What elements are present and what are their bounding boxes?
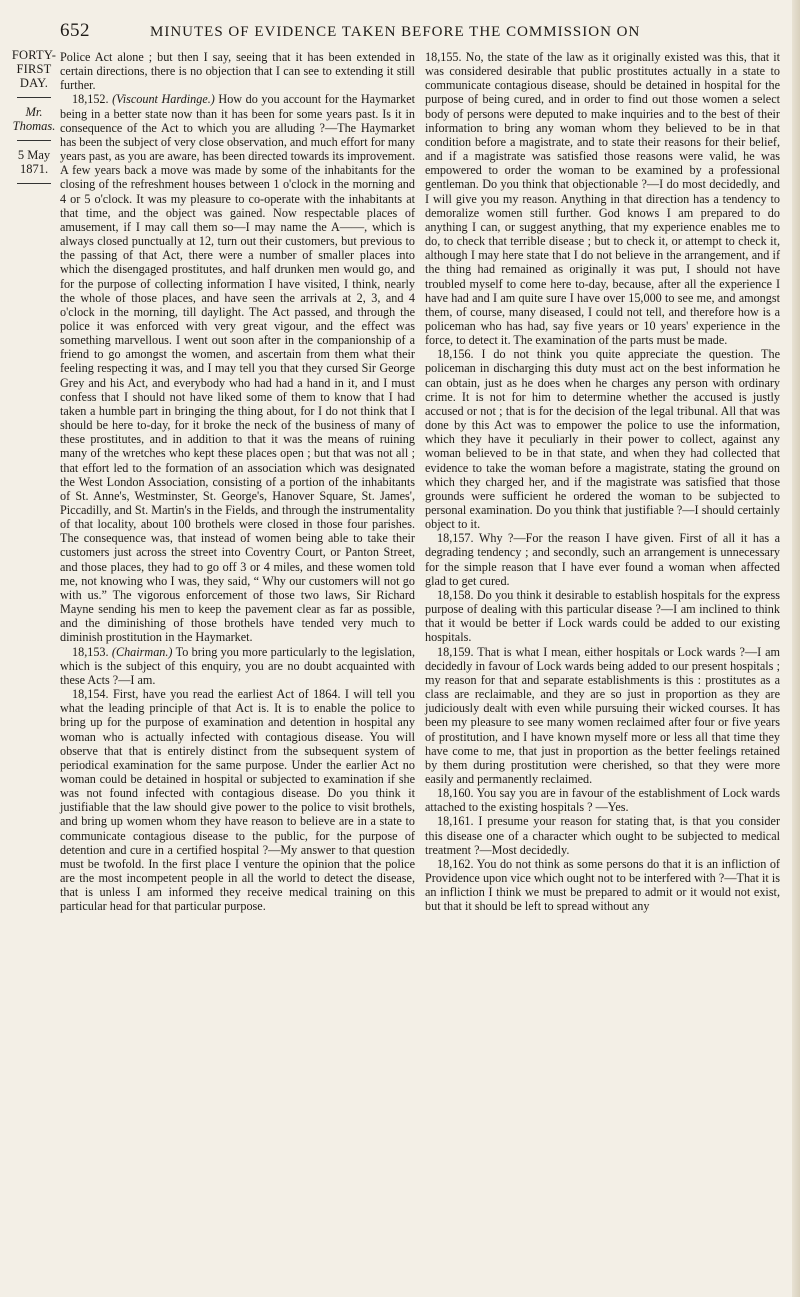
paragraph-text: Why ?—For the reason I have given. First of all it has a degrading tendency ; and secondly, such an arrangement is unnecessary for the simple reason that I have ever found a woman when affected glad to get cured.	[425, 531, 781, 588]
question-number: 18,161.	[437, 814, 474, 829]
testimony-paragraph	[425, 645, 780, 787]
page-number: 652	[60, 20, 90, 41]
question-number: 18,155.	[425, 50, 462, 64]
testimony-paragraph	[425, 50, 780, 347]
paragraph-text: Police Act alone ; but then I say, seeing that it has been extended in certain directions, there is no objection that I can see to extending it still further.	[60, 50, 415, 93]
testimony-paragraph	[425, 786, 780, 814]
paragraph-text: You do not think as some persons do that it is an infliction of Providence upon vice which ought not to be interfered with ?—That it is an infliction I think we must be prepared to admit or it would not exist, but that it should be left to spread without any	[425, 856, 780, 914]
testimony-paragraph	[60, 50, 415, 92]
margin-witness: Mr. Thomas.	[12, 105, 56, 133]
margin-rule	[17, 183, 51, 184]
right-column	[425, 50, 780, 914]
question-number: 18,154.	[72, 687, 109, 702]
speaker-label: (Viscount Hardinge.)	[112, 92, 215, 107]
page-header	[60, 20, 790, 42]
left-column	[60, 50, 415, 914]
paragraph-text: Do you think it desirable to establish hospitals for the express purpose of dealing with this particular disease ?—I am inclined to think that it would be better if Lock wards could be added to our existing hospitals.	[425, 587, 781, 645]
testimony-paragraph	[425, 531, 780, 588]
paragraph-text: I do not think you quite appreciate the question. The policeman in discharging this duty must act on the best information he can obtain, just as he does when he charges any person with ordinary crime. It is not for him to determine whether the accused is justly accused or not ; that is for the decision of the legal tribunal. All that was done by this Act was to empower the police to use the information, which they have it peculiarly in their power to collect, against any woman believed to be in that state, and when they had collected that evidence to take the woman before a magistrate, stating the ground on which they charged her, and if the magistrate was satisfied that those grounds were sufficient he ordered the woman to be subjected to personal examination. Do you think that justifiable ?—I should certainly object to it.	[425, 347, 780, 532]
testimony-paragraph	[60, 687, 415, 914]
question-number: 18,160.	[437, 786, 474, 801]
question-number: 18,152.	[72, 92, 109, 107]
margin-rule	[17, 97, 51, 98]
paragraph-text: You say you are in favour of the establishment of Lock wards attached to the existing hospitals ? —Yes.	[425, 786, 780, 815]
question-number: 18,157.	[437, 531, 474, 546]
testimony-paragraph	[425, 347, 780, 531]
testimony-paragraph	[60, 645, 415, 687]
margin-day: FORTY-FIRST DAY.	[11, 48, 57, 90]
question-number: 18,153.	[72, 644, 109, 659]
margin-note	[6, 48, 62, 191]
testimony-paragraph	[425, 588, 780, 645]
testimony-paragraph	[60, 92, 415, 644]
paragraph-text: I presume your reason for stating that, is that you consider this disease one of a character which ought to be subjected to medical treatment ?—Most decidedly.	[425, 814, 780, 857]
paragraph-text: That is what I mean, either hospitals or Lock wards ?—I am decidedly in favour of Lock wards being added to our present hospitals ; my reason for that and separate establishments is this : prostitutes as a class are reclaimable, and they are so just in proportion as they are judiciously dealt with even while pursuing their wicked courses. It has been my pleasure to see many women reclaimed after four or five years of prostitution, and I have known myself more or less all that time they have come to me, that just in proportion as the better feelings retained by them during prostitution were cherished, so that they were more easily and permanently reclaimed.	[425, 644, 780, 786]
speaker-label: (Chairman.)	[111, 644, 173, 659]
page-edge-shadow	[792, 0, 800, 1297]
question-number: 18,156.	[437, 347, 474, 362]
paragraph-text: No, the state of the law as it originally existed was this, that it was considered desirable that public prostitutes actually in a state to communicate contagious disease, should be detained in hospital for the purpose of being cured, and in order to find out those women a select body of persons were deputed to make inquiries and to the best of their information to bring any woman whom they believed to be in that condition before a magistrate, and to state their reasons for their belief, and if a magistrate was satisfied those reasons were valid, he was empowered to order the woman to be examined by a professional gentleman. Do you think that objectionable ?—I do most decidedly, and I will give you my reason. Anything in that direction has a tendency to demoralize women still further. God knows I am prepared to do anything I can, or suggest anything, that my experience enables me to do, to check that terrible disease ; but to check it, or attempt to check it, although I may here state that I do not believe in the arrangement, and if the thing had remained as originally it was put, I should not have troubled myself to come here to-day, because, after all the experience I have had and I am quite sure I have over 15,000 to see me, and amongst them, of course, many diseased, I could not tell, and therefore how is a policeman who has had, say five years or 10 years' experience in the force, to detect it. The examination of the parts must be made.	[425, 50, 781, 348]
paragraph-text: First, have you read the earliest Act of 1864. I will tell you what the leading principle of that Act is. It is to enable the police to bring up for the purpose of examination and detention in hospital any woman who is actually infected with contagious disease. You will observe that that is entirely distinct from the subsequent system of periodical examination for the same purpose. Under the earlier Act no woman could be detained in hospital or subjected to examination if she was not found infected with contagious disease. Do you think it justifiable that the law should give power to the police to visit brothels, and bring up women whom they have reason to believe are in a state to communicate contagious disease to the public, for the purpose of detention and cure in a certified hospital ?—My answer to that question must be twofold. In the first place I venture the opinion that the police are the most incompetent people in all the world to detect the disease, that is unless I am informed they receive medical training on this particular head for that particular purpose.	[60, 687, 416, 914]
testimony-paragraph	[425, 814, 780, 856]
margin-date: 5 May 1871.	[17, 148, 51, 176]
running-head: MINUTES OF EVIDENCE TAKEN BEFORE THE COMMISSION ON	[150, 24, 641, 40]
paragraph-text: To bring you more particularly to the legislation, which is the subject of this enquiry, you are no doubt acquainted with these Acts ?—I am.	[60, 644, 415, 687]
question-number: 18,159.	[437, 644, 474, 659]
question-number: 18,158.	[437, 587, 474, 602]
testimony-paragraph	[425, 857, 780, 914]
paragraph-text: How do you account for the Haymarket being in a better state now than it has been for some years past. Is it in consequence of the Act to which you are alluding ?—The Haymarket has been the subject of very close observation, and much effort for many years past, as you are aware, has been directed towards its improvement. A few years back a move was made by some of the inhabitants for the closing of the refreshment houses between 1 o'clock in the morning and 4 or 5 o'clock. It was my pleasure to co-operate with the inhabitants at that time, and the object was gained. Now respectable places of amusement, if I may call them so—I may name the A——, which is always closed punctually at 12, turn out their customers, but previous to the passing of that Act, there were a number of smaller places into which the disengaged prostitutes, and half drunken men would go, and for the purpose of collecting information I have visited, I think, nearly the whole of those places, and have seen the arrivals at 2, 3, and 4 o'clock in the morning, till daylight. The Act passed, and through the police it was enforced with very great vigour, and the effect was something marvellous. I went out soon after in the companionship of a friend to go amongst the women, and ascertain from them what their feeling respecting it was, and I may tell you that they cursed Sir George Grey and his Act, and everybody who had had a hand in it, and I must confess that I should not have liked some of them to know that I had taken a humble part in bringing the thing about, for I do not think that I should be here to-day, for it broke the neck of the business of many of these prostitutes, and in addition to that it was the means of ruining many of the wretches who kept these places open ; but that was not all ; that effort led to the formation of an association which was designated the West London Association, consisting of a portion of the inhabitants of St. Anne's, Westminster, St. George's, Hanover Square, St. James', Piccadilly, and St. Martin's in the Fields, and through the instrumentality of that locality, about 100 brothels were closed in those four parishes. The consequence was, that instead of women being able to take their customers just across the street into Coventry Court, or Panton Street, and those places, they had to go off 3 or 4 miles, and these women told me, not knowing who I was, they said, “ Why our customers will not go with us.” The vigorous enforcement of those two laws, Sir Richard Mayne sending his men to keep the pavement clear as far as possible, and the diminishing of those brothels have tended very much to diminish prostitution in the Haymarket.	[60, 92, 416, 645]
margin-rule	[17, 140, 51, 141]
question-number: 18,162.	[437, 856, 474, 871]
